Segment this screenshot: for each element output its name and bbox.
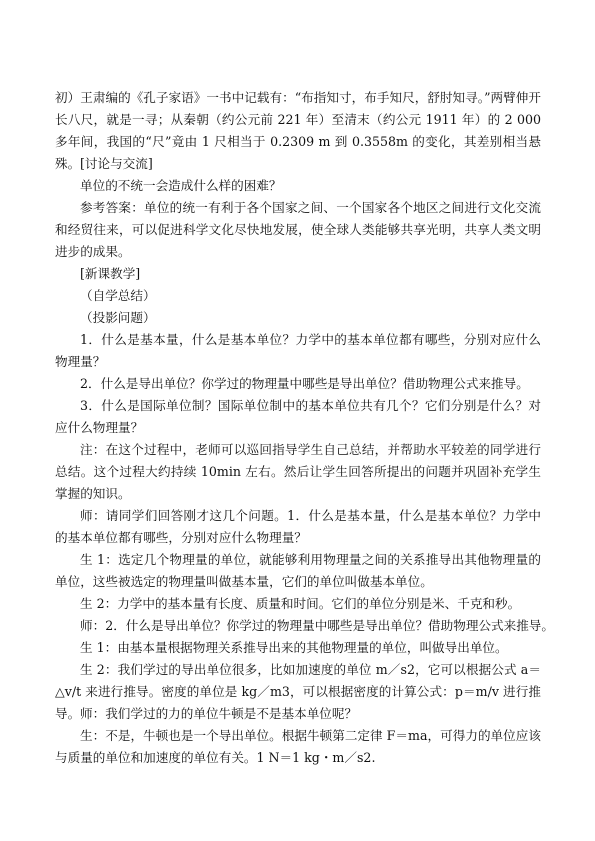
teacher-note: 注：在这个过程中，老师可以巡回指导学生自己总结，并帮助水平较差的同学进行总结。这个过程大约持续 10min 左右。然后让学生回答所提出的问题并巩固补充学生掌握的知识。 [55, 442, 541, 501]
paragraph-kongzi-jiayu: 初）王肃编的《孔子家语》一书中记载有：“布指知寸，布手知尺，舒肘知寻。”两臂伸开长八尺，就是一寻；从秦朝（约公元前 221 年）至清末（约公元 1911 年）的 2 000 多年间，我国的“尺”竟由 1 尺相当于 0.2309 m 到 0.3558m 的变化，其差别相当悬殊。 [55, 90, 541, 171]
discussion-question: 单位的不统一会造成什么样的困难？ [80, 178, 282, 193]
question-3: 3．什么是国际单位制？国际单位制中的基本单位共有几个？它们分别是什么？对应什么物理量？ [55, 398, 541, 435]
teacher-question-1: 师：请同学们回答刚才这几个问题。1．什么是基本量，什么是基本单位？力学中的基本单位都有哪些，分别对应什么物理量？ [55, 508, 541, 545]
student-2-derived-examples: 生 2：我们学过的导出单位很多，比如加速度的单位 m／s2，它可以根据公式 a＝△v/t 来进行推导。密度的单位是 kg／m3，可以根据密度的计算公式：p＝m/v 进行推导。 [55, 662, 541, 721]
heading-discussion: [讨论与交流] [80, 156, 153, 171]
student-2-answer: 生 2：力学中的基本量有长度、质量和时间。它们的单位分别是米、千克和秒。 [80, 596, 521, 611]
heading-new-lesson: [新课教学] [80, 266, 141, 281]
student-answer-newton: 生：不是，牛顿也是一个导出单位。根据牛顿第二定律 F＝ma，可得力的单位应该与质量的单位和加速度的单位有关。1 N＝1 kg・m／s2. [55, 728, 541, 765]
teacher-question-newton: 师：我们学过的力的单位牛顿是不是基本单位呢？ [80, 706, 358, 721]
question-1: 1．什么是基本量，什么是基本单位？力学中的基本单位都有哪些，分别对应什么物理量？ [55, 332, 541, 369]
projection-label: （投影问题） [80, 310, 156, 325]
reference-answer: 参考答案：单位的统一有利于各个国家之间、一个国家各个地区之间进行文化交流和经贸往来，可以促进科学文化尽快地发展，使全球人类能够共享光明，共享人类文明进步的成果。 [55, 200, 541, 259]
question-2: 2．什么是导出单位？你学过的物理量中哪些是导出单位？借助物理公式来推导。 [80, 376, 529, 391]
student-1-answer: 生 1：选定几个物理量的单位，就能够利用物理量之间的关系推导出其他物理量的单位，这些被选定的物理量叫做基本量，它们的单位叫做基本单位。 [55, 552, 541, 589]
student-1-derived-unit: 生 1：由基本量根据物理关系推导出来的其他物理量的单位，叫做导出单位。 [80, 640, 508, 655]
self-study-label: （自学总结） [80, 288, 156, 303]
teacher-question-2: 师：2．什么是导出单位？你学过的物理量中哪些是导出单位？借助物理公式来推导。 [80, 618, 554, 633]
